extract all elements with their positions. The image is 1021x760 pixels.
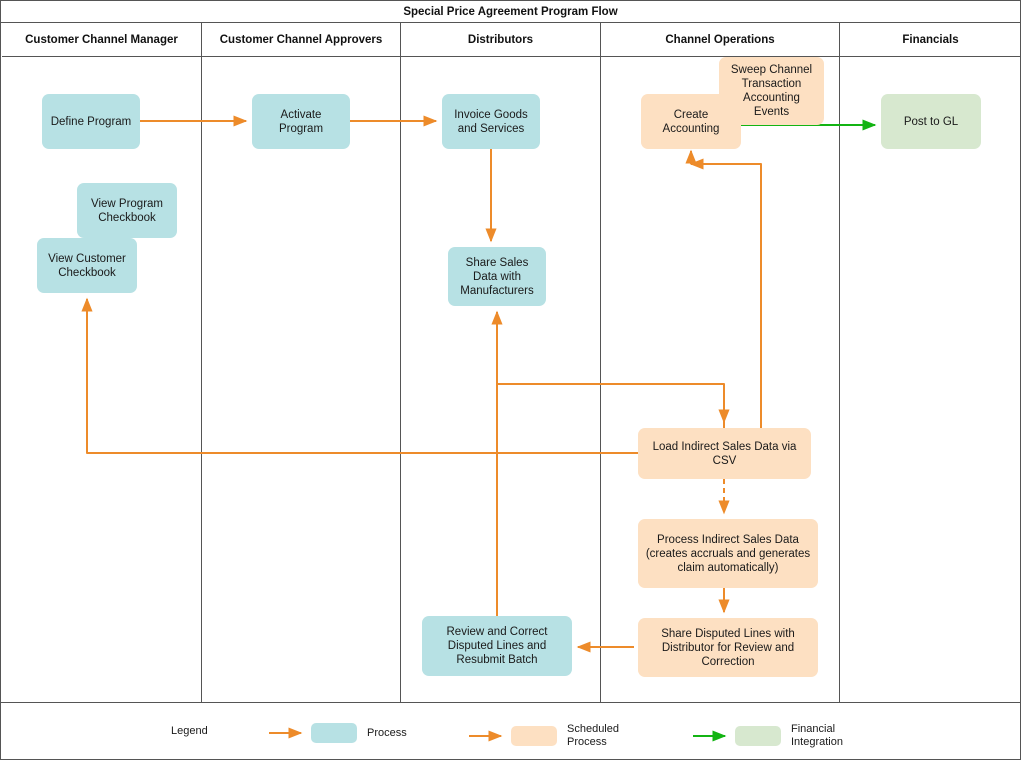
node-create-accounting[interactable]: Create Accounting [641,94,741,149]
legend-title: Legend [171,725,208,737]
node-share-disputed-lines-with-distributor[interactable]: Share Disputed Lines with Distributor for Review and Correction [638,618,818,677]
lane-header-distributors: Distributors [401,23,601,57]
legend-swatch-scheduled [511,726,557,746]
lane-body-channel-operations [601,57,840,702]
legend-bar [1,702,1020,759]
legend-label-scheduled-process: Scheduled Process [567,723,619,748]
legend-label-financial-integration: Financial Integration [791,723,843,748]
node-process-indirect-sales-data[interactable]: Process Indirect Sales Data (creates accruals and generates claim automatically) [638,519,818,588]
lane-body-financials [840,57,1021,702]
legend-arrow-scheduled-icon [467,729,509,743]
lane-body-customer-channel-approvers [202,57,401,702]
legend-arrow-process-icon [267,726,309,740]
node-share-sales-data-with-manufacturers[interactable]: Share Sales Data with Manufacturers [448,247,546,306]
diagram-title: Special Price Agreement Program Flow [1,1,1020,23]
legend-swatch-financial [735,726,781,746]
node-post-to-gl[interactable]: Post to GL [881,94,981,149]
node-invoice-goods-and-services[interactable]: Invoice Goods and Services [442,94,540,149]
legend-swatch-process [311,723,357,743]
node-view-program-checkbook[interactable]: View Program Checkbook [77,183,177,238]
node-activate-program[interactable]: Activate Program [252,94,350,149]
legend-item-financial-integration [691,723,869,749]
legend-arrow-financial-icon [691,729,733,743]
lane-header-customer-channel-manager: Customer Channel Manager [2,23,202,57]
legend-item-process [267,723,445,743]
node-load-indirect-sales-data-via-csv[interactable]: Load Indirect Sales Data via CSV [638,428,811,479]
node-sweep-channel-transaction-accounting-events[interactable]: Sweep Channel Transaction Accounting Events [719,57,824,125]
legend-label-process: Process [367,726,407,739]
node-view-customer-checkbook[interactable]: View Customer Checkbook [37,238,137,293]
lane-body-customer-channel-manager [2,57,202,702]
node-review-and-correct-disputed-lines[interactable]: Review and Correct Disputed Lines and Resubmit Batch [422,616,572,676]
lane-header-channel-operations: Channel Operations [601,23,840,57]
legend-item-scheduled-process [467,723,645,749]
lane-body-distributors [401,57,601,702]
lane-header-financials: Financials [840,23,1021,57]
lane-header-customer-channel-approvers: Customer Channel Approvers [202,23,401,57]
node-define-program[interactable]: Define Program [42,94,140,149]
